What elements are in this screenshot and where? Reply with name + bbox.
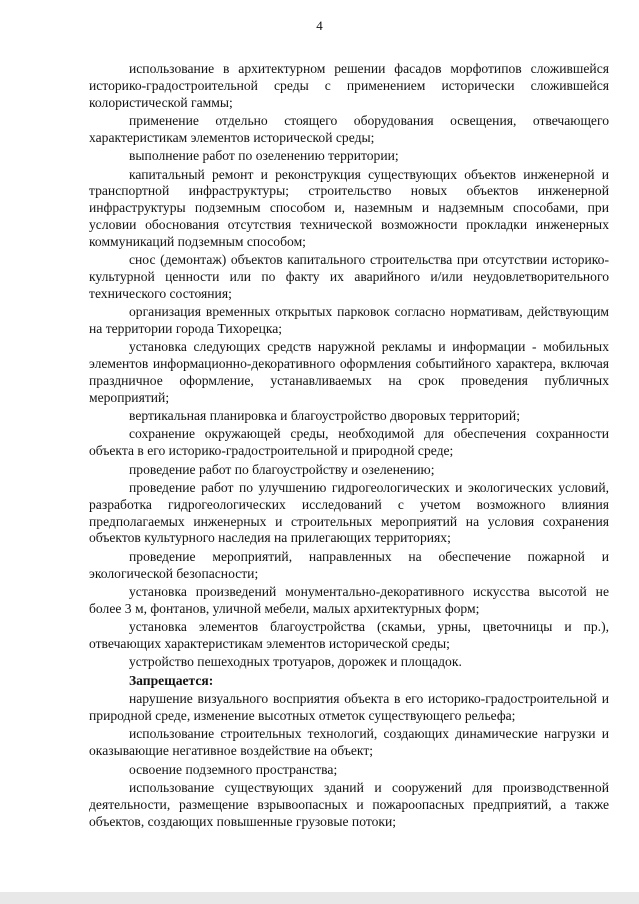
paragraph: установка произведений монументально-декоративного искусства высотой не более 3 м, фонтанов, уличной мебели, малых архитектурных форм; (89, 584, 609, 616)
document-body (89, 61, 609, 832)
paragraph: устройство пешеходных тротуаров, дорожек и площадок. (129, 654, 462, 670)
paragraph: установка следующих средств наружной рекламы и информации - мобильных элементов информационно-декоративного оформления событийного характера, включая праздничное оформление, устанавливаемых на срок проведения публичных мероприятий; (89, 339, 609, 405)
paragraph: сохранение окружающей среды, необходимой для обеспечения сохранности объекта в его историко-градостроительной и природной среде; (89, 426, 609, 459)
paragraph: применение отдельно стоящего оборудования освещения, отвечающего характеристикам элементов исторической среды; (89, 112, 609, 145)
paragraph: выполнение работ по озеленению территории; (129, 148, 399, 164)
prohibited-item: нарушение визуального восприятия объекта в его историко-градостроительной и природной среде, изменение высотных отметок существующего рельефа; (89, 691, 609, 723)
page-bottom-edge (0, 892, 639, 904)
prohibited-item: использование строительных технологий, создающих динамические нагрузки и оказывающие негативное воздействие на объект; (89, 726, 609, 759)
paragraph: проведение работ по улучшению гидрогеологических и экологических условий, разработка гидрогеологических исследований с учетом возможного влияния предполагаемых инженерных и строительных мероприятий на условия сохранения объектов культурного наследия на прилегающих территориях; (89, 480, 609, 546)
page-number: 4 (316, 18, 323, 33)
paragraph: вертикальная планировка и благоустройство дворовых территорий; (129, 408, 520, 424)
paragraph: снос (демонтаж) объектов капитального строительства при отсутствии историко-культурной ценности или по факту их аварийного и/или неудовлетворительного технического состояния; (89, 252, 609, 301)
paragraph: проведение мероприятий, направленных на обеспечение пожарной и экологической безопасности; (89, 548, 609, 581)
paragraph: использование в архитектурном решении фасадов морфотипов сложившейся историко-градостроительной среды с применением исторически сложившейся колористической гаммы; (89, 61, 609, 110)
prohibited-item: использование существующих зданий и сооружений для производственной деятельности, размещение взрывоопасных и пожароопасных предприятий, а также объектов, создающих повышенные грузовые потоки; (89, 779, 609, 829)
section-heading: Запрещается: (129, 672, 214, 688)
prohibited-item: освоение подземного пространства; (129, 761, 338, 777)
paragraph: организация временных открытых парковок согласно нормативам, действующим на территории города Тихорецка; (89, 304, 609, 336)
paragraph: капитальный ремонт и реконструкция существующих объектов инженерной и транспортной инфраструктуры; строительство новых объектов инженерной инфраструктуры подземным способом и, наземным и надземным способами, при условии обоснования отсутствия технической возможности прокладки инженерных коммуникаций подземным способом; (89, 166, 609, 249)
paragraph: установка элементов благоустройства (скамьи, урны, цветочницы и пр.), отвечающих характеристикам элементов исторической среды; (89, 619, 609, 652)
paragraph: проведение работ по благоустройству и озеленению; (129, 461, 435, 477)
